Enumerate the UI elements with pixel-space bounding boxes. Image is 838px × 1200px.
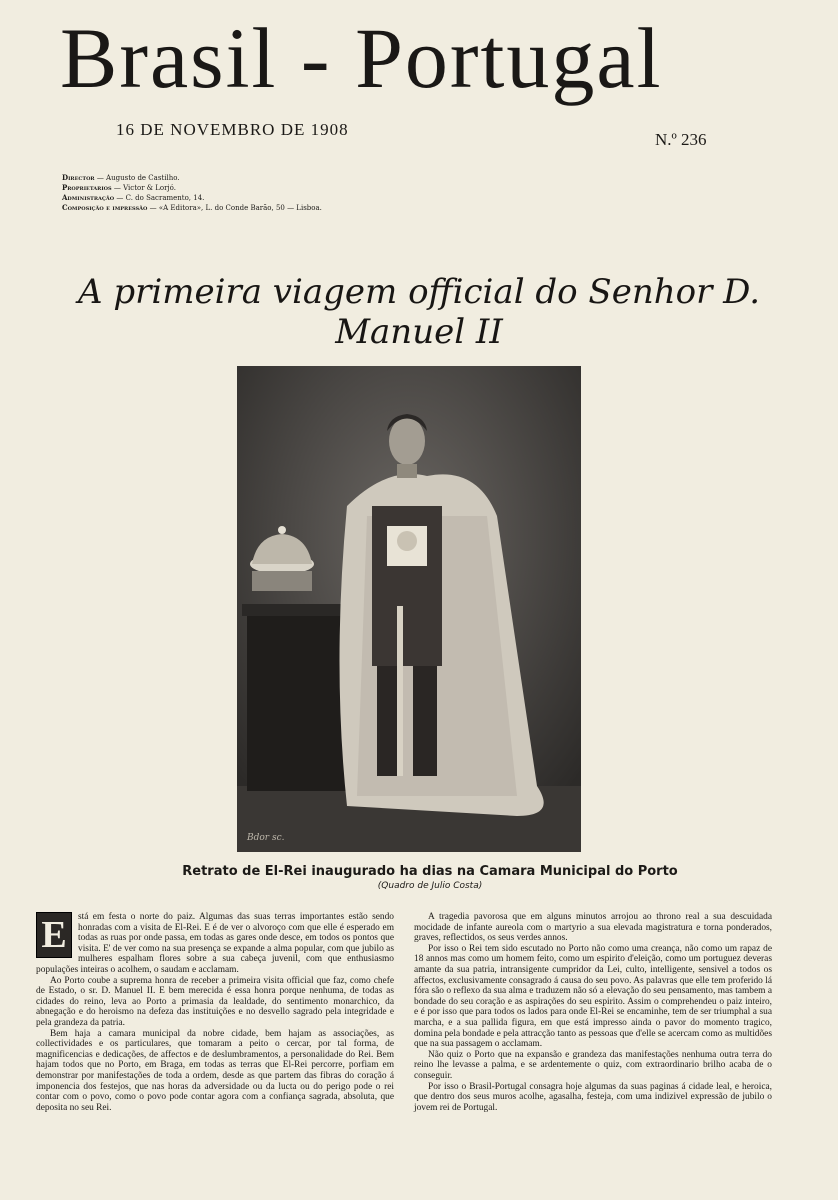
credit-line: Composição e impressão — «A Editora», L. do Conde Barão, 50 — Lisboa. — [62, 203, 322, 212]
masthead-title: Brasil - Portugal — [60, 10, 663, 106]
issue-date: 16 DE NOVEMBRO DE 1908 — [116, 120, 349, 139]
article-paragraph: Bem haja a camara municipal da nobre cidade, bem hajam as associações, as collectividades e os particulares, que tomaram a peito o cercar, por tal forma, de magnificencias e dedicações, de affectos e de deslumbramentos, a personalidade do Rei. Bem hajam todos que no Porto, em Braga, em todas as terras que El-Rei percorre, porfiam em demonstrar por manifestações de toda a ordem, desde as que partem das fibras do coração á imponencia dos festejos, que nas horas da adversidade ou da lucta ou do perigo pode o rei contar com o povo, como o povo pode contar agora com a confiança sagrada, absoluta, que deposita no seu Rei. — [36, 1028, 394, 1113]
photo-signature: Bdor sc. — [247, 833, 285, 843]
article-paragraph: Por isso o Brasil-Portugal consagra hoje algumas da suas paginas á cidade leal, e heroica, que dentro dos seus muros acolhe, agasalha, festeja, com uma indizivel expressão de jubilo o jovem rei de Portugal. — [414, 1081, 772, 1113]
article-paragraph: A tragedia pavorosa que em alguns minutos arrojou ao throno real a sua descuidada mocidade de infante aureola com o martyrio a sua elevada magistratura e torna ponderados, graves, reflectidos, os seus verdes annos. — [414, 912, 772, 944]
credits-block — [62, 173, 402, 213]
credit-line: Director — Augusto de Castilho. — [62, 173, 180, 182]
article-paragraph: stá em festa o norte do paiz. Algumas das suas terras importantes estão sendo honradas com a visita de El-Rei. E é de ver o alvoroço com que elle é esperado em todas as ruas por onde passa, em todas as gares onde desce, em todos os pontos que visita. E' de ver como na sua presença se expande a alma popular, com que jubilo as mulheres espalham flores sobre a sua cabeça juvenil, com que enthusiasmo populações inteiras o acolhem, o saudam e acclamam. — [36, 912, 394, 975]
article-paragraph: Não quiz o Porto que na expansão e grandeza das manifestações nenhuma outra terra do reino lhe levasse a palma, e se ardentemente o quiz, com extraordinario brilho acaba de o conseguir. — [414, 1049, 772, 1081]
article-paragraph: Por isso o Rei tem sido escutado no Porto não como uma creança, não como um rapaz de 18 annos mas como um homem feito, como um espirito d'eleição, como um portuguez deveras amante da sua patria, intransigente cumpridor da Lei, culto, intelligente, sensivel a todos os affectos, exclusivamente consagrado á causa do seu povo. As palavras que elle tem proferido lá fóra são o reflexo da sua alma e traduzem não só a elevação do seu pensamento, mas tambem a bondade do seu coração e as aspirações do seu espirito. Assim o comprehendeu o paiz inteiro, e é por isso que para todos os lados para onde El-Rei se encaminhe, tem de ser triumphal a sua marcha, e a sua pallida figura, em que está impresso ainda o pavor do momento tragico, domina pela bondade e pela attracção tanto as pessoas que d'elle se acercam como as multidões que na sua passagem o acclamam. — [414, 943, 772, 1050]
credit-line: Administração — C. do Sacramento, 14. — [62, 193, 205, 202]
credit-line: Proprietarios — Victor & Lorjó. — [62, 183, 176, 192]
dropcap-letter: E — [36, 912, 72, 958]
photo-caption: Retrato de El-Rei inaugurado ha dias na Camara Municipal do Porto — [182, 864, 678, 879]
king-portrait-photo — [237, 366, 581, 852]
article-paragraph: Ao Porto coube a suprema honra de receber a primeira visita official que faz, como chefe de Estado, o sr. D. Manuel II. E bem merecida é essa honra porque nenhuma, de todas as cidades do reino, leva ao Porto a primasia da lealdade, do sentimento monarchico, da abnegação e do heroismo na defeza das instituições e no desvello sagrado pela integridade e pela grandeza da patria. — [36, 975, 394, 1028]
photo-subcaption: (Quadro de Julio Costa) — [377, 881, 483, 891]
article-headline: A primeira viagem official do Senhor D. Manuel II — [77, 272, 761, 352]
article-column-left — [36, 912, 394, 1113]
article-column-right — [414, 912, 772, 1113]
portrait-illustration — [237, 366, 581, 852]
issue-number: N.º 236 — [655, 130, 707, 149]
